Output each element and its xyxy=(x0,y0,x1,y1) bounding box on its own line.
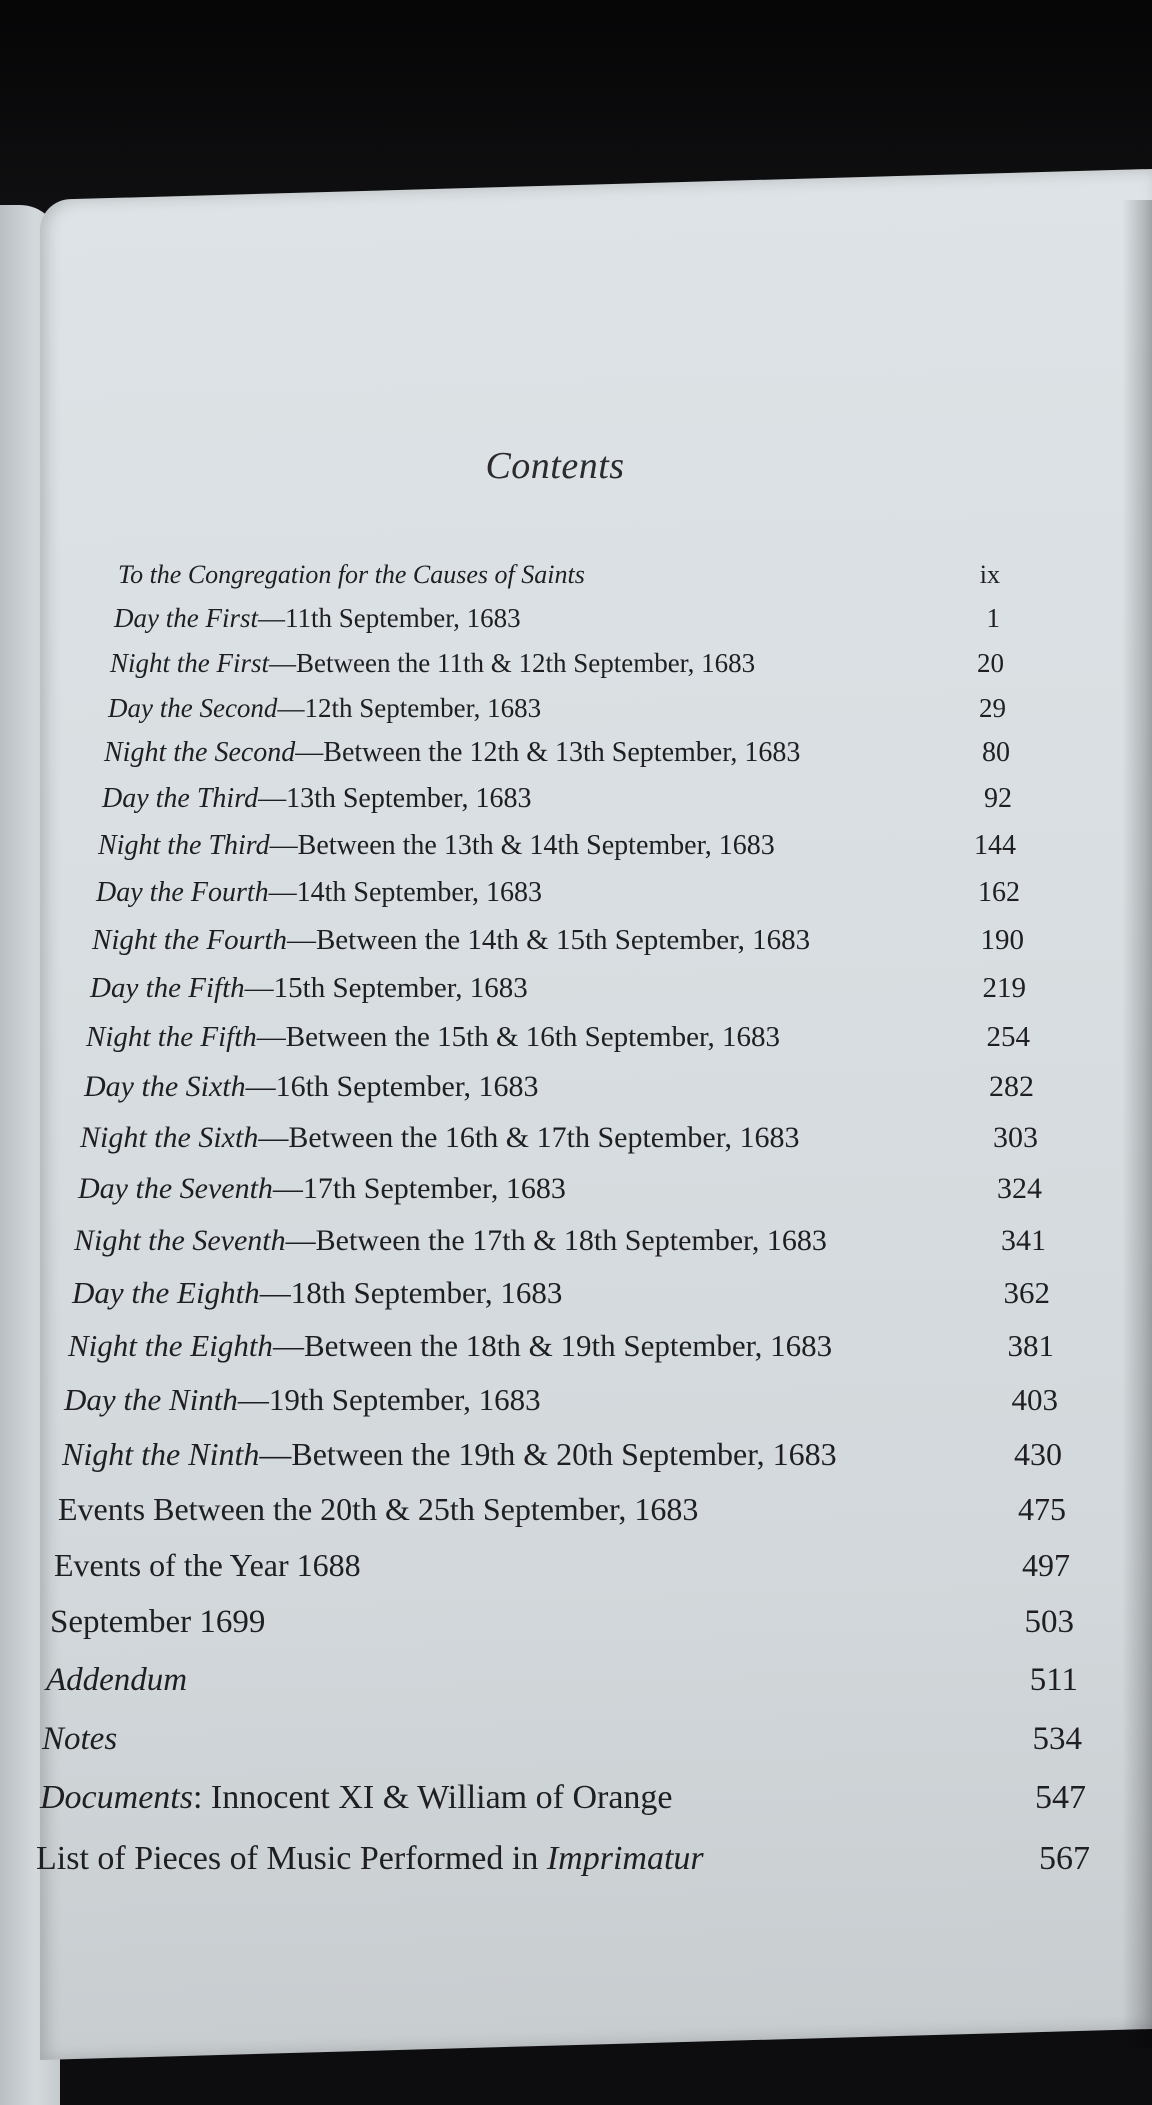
toc-entry-italic-part: Night the Second xyxy=(104,737,296,768)
toc-entry-page-number: 144 xyxy=(974,830,1016,861)
toc-entry-plain-part: —17th September, 1683 xyxy=(272,1172,566,1205)
toc-entry-title xyxy=(86,1021,780,1054)
toc-entry-plain-part: —Between the 14th & 15th September, 1683 xyxy=(286,924,811,956)
toc-entry-title xyxy=(72,1275,562,1311)
toc-entry-italic-part: Addendum xyxy=(46,1662,188,1698)
toc-entry-italic-part: Day the Fourth xyxy=(96,877,269,908)
toc-entry xyxy=(102,775,1012,815)
toc-entry-italic-part: Day the First xyxy=(114,603,258,633)
toc-entry-title xyxy=(118,560,585,590)
toc-entry-italic-part: To the Congregation for the Causes of Saints xyxy=(118,560,585,589)
toc-entry-title xyxy=(84,1070,539,1104)
toc-entry-italic-part: Night the Fourth xyxy=(92,924,287,956)
toc-entry-italic-part: Day the Fifth xyxy=(90,972,245,1004)
toc-entry-title xyxy=(98,830,775,862)
toc-entry-italic-part: Night the First xyxy=(110,648,270,678)
toc-entry-plain-part: —Between the 17th & 18th September, 1683 xyxy=(285,1224,827,1257)
toc-entry-title xyxy=(42,1721,117,1758)
toc-entry xyxy=(114,594,1000,634)
toc-entry-page-number: 511 xyxy=(1029,1662,1078,1698)
toc-entry-italic-part: Night the Eighth xyxy=(68,1328,273,1363)
toc-entry-italic-part: Night the Third xyxy=(98,830,270,861)
toc-entry xyxy=(42,1718,1082,1758)
toc-entry-title xyxy=(90,972,528,1005)
toc-entry-page-number: 430 xyxy=(1014,1436,1062,1472)
toc-entry-title xyxy=(58,1491,698,1528)
toc-entry-title xyxy=(36,1840,704,1878)
toc-entry-italic-part: Documents xyxy=(40,1779,193,1816)
toc-entry-page-number: 341 xyxy=(1001,1224,1046,1257)
toc-entry-plain-part: —16th September, 1683 xyxy=(245,1070,539,1103)
toc-entry xyxy=(72,1271,1050,1311)
toc-entry-plain-part: List of Pieces of Music Performed in xyxy=(36,1840,547,1877)
toc-entry xyxy=(40,1777,1086,1817)
toc-entry-plain-part: —Between the 15th & 16th September, 1683 xyxy=(256,1021,780,1053)
toc-entry-page-number: 20 xyxy=(977,648,1004,678)
toc-entry-plain-part: —Between the 19th & 20th September, 1683 xyxy=(259,1436,837,1472)
toc-entry-title xyxy=(54,1547,361,1584)
toc-entry-italic-part: Day the Third xyxy=(102,783,259,814)
toc-entry xyxy=(90,965,1026,1005)
toc-entry-page-number: 381 xyxy=(1007,1328,1054,1363)
toc-entry-plain-part: —12th September, 1683 xyxy=(277,693,542,723)
toc-entry-page-number: 190 xyxy=(980,924,1024,956)
toc-entry-title xyxy=(110,648,755,679)
toc-entry xyxy=(98,822,1016,862)
toc-entry xyxy=(68,1324,1054,1364)
toc-entry xyxy=(50,1601,1074,1641)
toc-entry-page-number: 92 xyxy=(984,783,1012,814)
page-edge-shadow xyxy=(1122,200,1152,2048)
toc-entry-title xyxy=(46,1662,187,1699)
toc-entry-italic-part: Night the Fifth xyxy=(86,1021,257,1053)
toc-entry xyxy=(86,1014,1030,1054)
toc-entry xyxy=(80,1115,1038,1155)
toc-entry-page-number: 567 xyxy=(1039,1840,1090,1877)
toc-entry xyxy=(108,684,1006,724)
toc-entry-italic-part: Night the Sixth xyxy=(80,1121,259,1154)
toc-entry-title xyxy=(108,693,541,724)
toc-entry-plain-part: —18th September, 1683 xyxy=(259,1275,563,1310)
toc-entry-title xyxy=(96,877,542,909)
toc-entry-title xyxy=(114,603,521,634)
toc-entry-italic-part: Day the Ninth xyxy=(64,1382,238,1417)
toc-entry-italic-part: Day the Seventh xyxy=(78,1172,273,1205)
toc-entry-plain-part: —13th September, 1683 xyxy=(258,783,532,814)
toc-entry-title xyxy=(40,1779,673,1817)
toc-entry-title xyxy=(68,1328,832,1364)
toc-entry-page-number: 403 xyxy=(1011,1382,1058,1417)
toc-entry-page-number: 362 xyxy=(1003,1275,1050,1310)
toc-entry xyxy=(64,1378,1058,1418)
toc-entry-page-number: 303 xyxy=(993,1121,1038,1154)
toc-entry-plain-part: —14th September, 1683 xyxy=(268,877,543,908)
toc-entry-page-number: 29 xyxy=(979,693,1006,723)
toc-entry-page-number: 1 xyxy=(986,603,1000,633)
toc-entry xyxy=(54,1544,1070,1584)
toc-entry-italic-part: Day the Eighth xyxy=(72,1275,260,1310)
toc-entry xyxy=(92,917,1024,957)
toc-entry-page-number: 324 xyxy=(997,1172,1042,1205)
toc-entry-plain-part: —Between the 13th & 14th September, 1683 xyxy=(269,830,775,861)
toc-entry-page-number: 162 xyxy=(978,877,1020,908)
toc-entry-page-number: 475 xyxy=(1018,1491,1066,1527)
toc-entry-page-number: 547 xyxy=(1035,1779,1086,1816)
toc-entry xyxy=(96,869,1020,909)
toc-entry-title xyxy=(74,1224,827,1258)
toc-entry-plain-part: —Between the 16th & 17th September, 1683 xyxy=(258,1121,800,1154)
toc-entry-italic-part: Night the Ninth xyxy=(62,1436,260,1472)
toc-entry-page-number: 534 xyxy=(1032,1721,1082,1757)
toc-entry-italic-part: Day the Sixth xyxy=(84,1070,246,1103)
toc-entry xyxy=(110,639,1004,679)
toc-entry xyxy=(84,1064,1034,1104)
toc-entry xyxy=(36,1838,1090,1878)
toc-entry xyxy=(74,1218,1046,1258)
toc-entry-plain-part: —11th September, 1683 xyxy=(257,603,521,633)
toc-entry-plain-part: September 1699 xyxy=(50,1604,266,1640)
toc-entry-page-number: 282 xyxy=(989,1070,1034,1103)
toc-entry-title xyxy=(62,1436,837,1473)
toc-entry-plain-part: —19th September, 1683 xyxy=(237,1382,541,1417)
toc-entry-italic-part: Day the Second xyxy=(108,693,278,723)
toc-entry-title xyxy=(78,1172,566,1206)
contents-title: Contents xyxy=(485,445,625,487)
toc-entry xyxy=(46,1659,1078,1699)
toc-entry-italic-part: Notes xyxy=(42,1721,118,1757)
toc-entry-title xyxy=(50,1604,265,1641)
toc-entry-title xyxy=(92,924,810,957)
toc-entry-page-number: ix xyxy=(979,560,1000,589)
toc-entry xyxy=(78,1166,1042,1206)
toc-entry xyxy=(58,1488,1066,1528)
toc-entry-italic-tail: Imprimatur xyxy=(546,1840,704,1877)
toc-entry xyxy=(104,729,1010,769)
toc-entry xyxy=(62,1433,1062,1473)
toc-entry-italic-part: Night the Seventh xyxy=(74,1224,286,1257)
toc-entry-plain-part: Events of the Year 1688 xyxy=(54,1547,361,1583)
toc-entry-title xyxy=(104,737,800,769)
toc-entry-plain-part: : Innocent XI & William of Orange xyxy=(192,1779,673,1816)
toc-entry-page-number: 503 xyxy=(1024,1604,1074,1640)
toc-entry-page-number: 80 xyxy=(982,737,1010,768)
toc-entry-title xyxy=(64,1382,541,1418)
toc-entry-plain-part: —Between the 12th & 13th September, 1683 xyxy=(295,737,801,768)
toc-entry-title xyxy=(102,783,531,815)
toc-entry-page-number: 497 xyxy=(1022,1547,1070,1583)
toc-entry-plain-part: —Between the 18th & 19th September, 1683 xyxy=(272,1328,833,1363)
toc-entry-page-number: 219 xyxy=(982,972,1026,1004)
toc-entry-plain-part: —15th September, 1683 xyxy=(244,972,528,1004)
toc-entry-title xyxy=(80,1121,800,1155)
toc-entry xyxy=(118,550,1000,590)
toc-entry-plain-part: Events Between the 20th & 25th September, 1683 xyxy=(58,1491,699,1527)
toc-entry-page-number: 254 xyxy=(986,1021,1030,1053)
toc-entry-plain-part: —Between the 11th & 12th September, 1683 xyxy=(269,648,756,678)
